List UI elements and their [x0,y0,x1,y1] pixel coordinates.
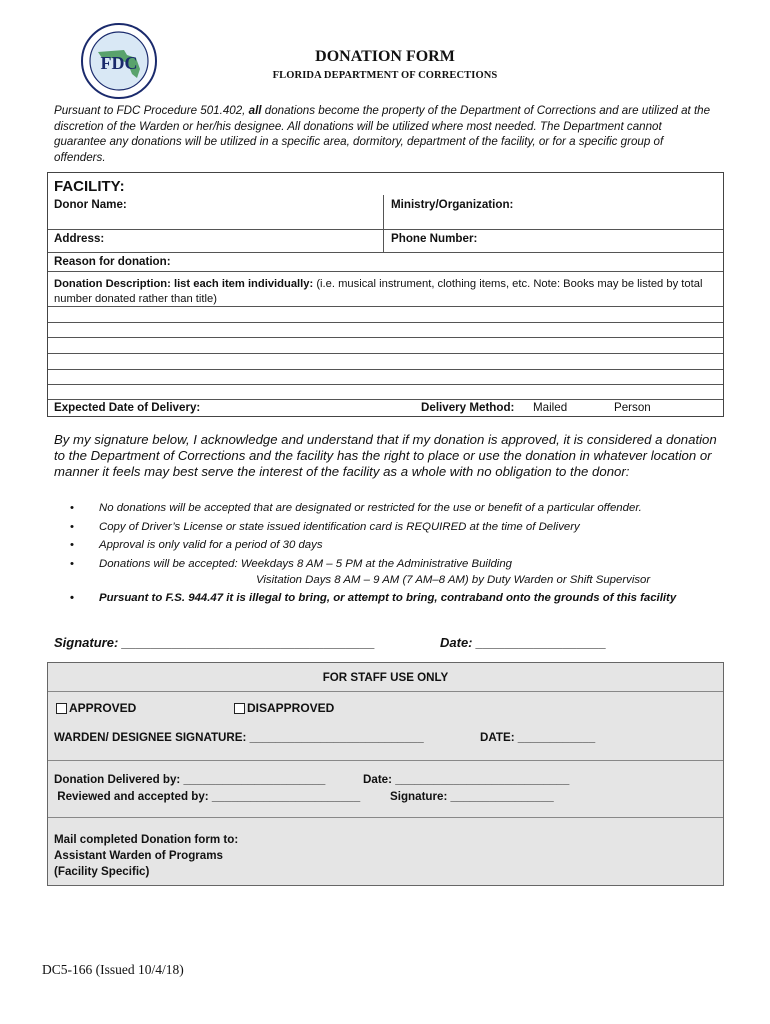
form-title: DONATION FORM [315,48,455,65]
list-item: • Copy of Driver’s License or state issued identification card is REQUIRED at the time of Delivery [70,520,580,533]
address-label: Address: [54,232,105,245]
mail-instruction-2: Assistant Warden of Programs [54,849,224,862]
delivery-option-person: Person [614,401,651,414]
disapproved-checkbox[interactable]: DISAPPROVED [234,701,334,715]
list-item: • Donations will be accepted: Weekdays 8 AM – 5 PM at the Administrative Building [70,557,513,570]
conditions-list [70,500,720,609]
list-item: • Pursuant to F.S. 944.47 it is illegal to bring, or attempt to bring, contraband onto the grounds of this facility [70,592,677,604]
reviewed-signature-line[interactable]: Signature: ________________ [390,790,554,803]
facility-label: FACILITY: [54,178,125,195]
reason-label: Reason for donation: [54,255,171,268]
delivery-option-mailed: Mailed [533,401,568,414]
list-item: • Approval is only valid for a period of 30 days [70,539,323,551]
intro-paragraph: Pursuant to FDC Procedure 501.402, all donations become the property of the Department of Corrections and are utilized at the discretion of the Warden or her/his designee. All donations will be utilized where most needed. The Department cannot guarantee any donations will be utilized in a specific area, dormitory, department of the facility, or for a specific group of offenders. [54,104,711,164]
checkbox-icon[interactable] [56,703,67,714]
ministry-label: Ministry/Organization: [391,198,514,211]
reviewed-by-line[interactable]: Reviewed and accepted by: _______________________ [54,790,361,803]
form-number-footer: DC5-166 (Issued 10/4/18) [42,962,184,977]
date-line[interactable]: Date: __________________ [440,635,607,650]
donor-name-label: Donor Name: [54,198,127,211]
warden-date-line[interactable]: DATE: ____________ [480,731,596,744]
staff-title: FOR STAFF USE ONLY [322,671,449,684]
checkbox-icon[interactable] [234,703,245,714]
approved-checkbox[interactable]: APPROVED [56,701,136,715]
department-subtitle: FLORIDA DEPARTMENT OF CORRECTIONS [272,70,498,81]
donation-description: Donation Description: list each item individually: (i.e. musical instrument, clothing items, etc. Note: Books may be listed by total number donated rather than title) [54,278,703,305]
list-item-continued: Visitation Days 8 AM – 9 AM (7 AM–8 AM) by Duty Warden or Shift Supervisor [256,573,651,586]
acknowledgement-text: By my signature below, I acknowledge and understand that if my donation is approved, it is considered a donation to the Department of Corrections and the facility has the right to place or use the donation in whatever location or manner it feels may best serve the interest of the facility as a whole with no obligation to the donor: [54,432,717,479]
svg-text:FDC: FDC [100,53,138,73]
staff-use-section [47,662,724,886]
delivered-date-line[interactable]: Date: ___________________________ [363,773,570,786]
donor-info-form [47,172,724,417]
signature-line[interactable]: Signature: ___________________________________ [54,635,375,650]
mail-instruction-3: (Facility Specific) [54,865,150,878]
mail-instruction-1: Mail completed Donation form to: [54,833,239,846]
delivered-by-line[interactable]: Donation Delivered by: ______________________ [54,773,326,786]
delivery-method-label: Delivery Method: [421,401,515,414]
list-item: • No donations will be accepted that are designated or restricted for the use or benefit of a particular offender. [70,502,642,514]
warden-signature-line[interactable]: WARDEN/ DESIGNEE SIGNATURE: ___________________________ [54,731,424,744]
phone-label: Phone Number: [391,232,478,245]
expected-date-label: Expected Date of Delivery: [54,401,201,414]
